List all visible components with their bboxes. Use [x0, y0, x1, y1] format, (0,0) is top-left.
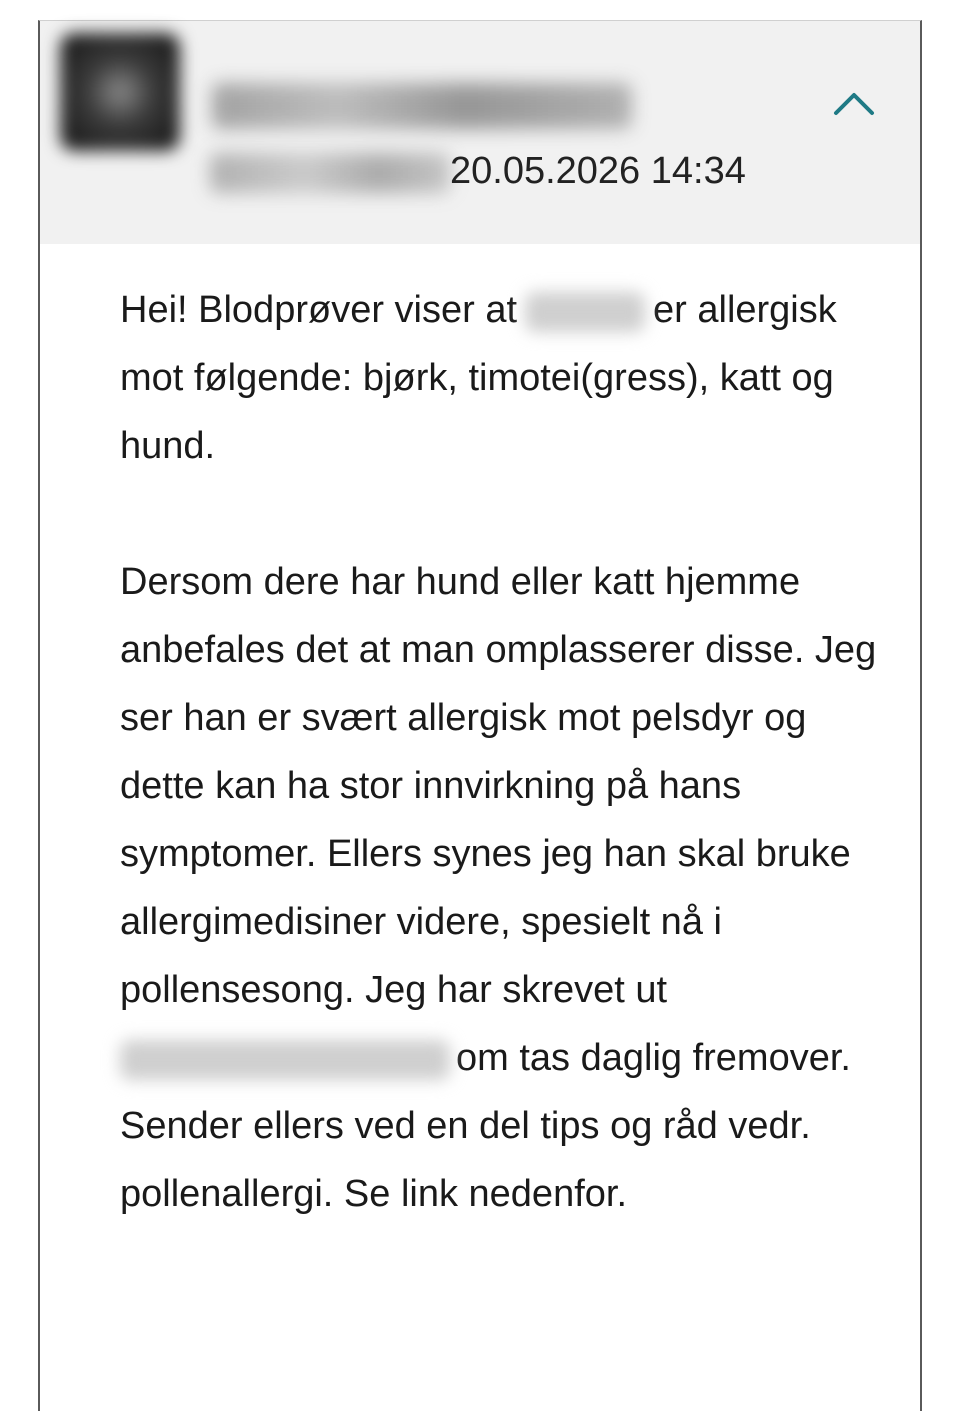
message-card: [38, 20, 922, 1411]
paragraph-2-start: Dersom dere har hund eller katt hjemme anbefales det at man omplasserer disse. Jeg ser han er svært allergisk mot pelsdyr og dette kan ha stor innvirkning på hans symptomer. Ellers synes jeg han skal bruke allergimedisiner videre, spesielt nå i pollensesong. Jeg har skrevet ut: [120, 561, 877, 1011]
message-paragraph-2: [120, 548, 900, 1228]
message-paragraph-1: [120, 276, 900, 480]
message-header[interactable]: [40, 21, 920, 244]
paragraph-1-start: Hei! Blodprøver viser at: [120, 289, 518, 331]
chevron-up-icon: [830, 83, 878, 123]
paragraph-1-end: er allergisk mot følgende: bjørk, timotei(gress), katt og hund.: [120, 289, 837, 467]
message-body: [120, 276, 900, 1228]
date-label-redacted: [210, 153, 450, 193]
message-timestamp: 20.05.2026 14:34: [450, 150, 746, 192]
paragraph-2-end: om tas daglig fremover. Sender ellers ved en del tips og råd vedr. pollenallergi. Se link nedenfor.: [120, 1037, 851, 1215]
sender-name-redacted: [212, 83, 632, 129]
medication-name-redacted: [120, 1040, 450, 1080]
sender-avatar: [60, 33, 180, 151]
patient-name-redacted: [525, 292, 645, 332]
collapse-button[interactable]: [830, 83, 878, 123]
